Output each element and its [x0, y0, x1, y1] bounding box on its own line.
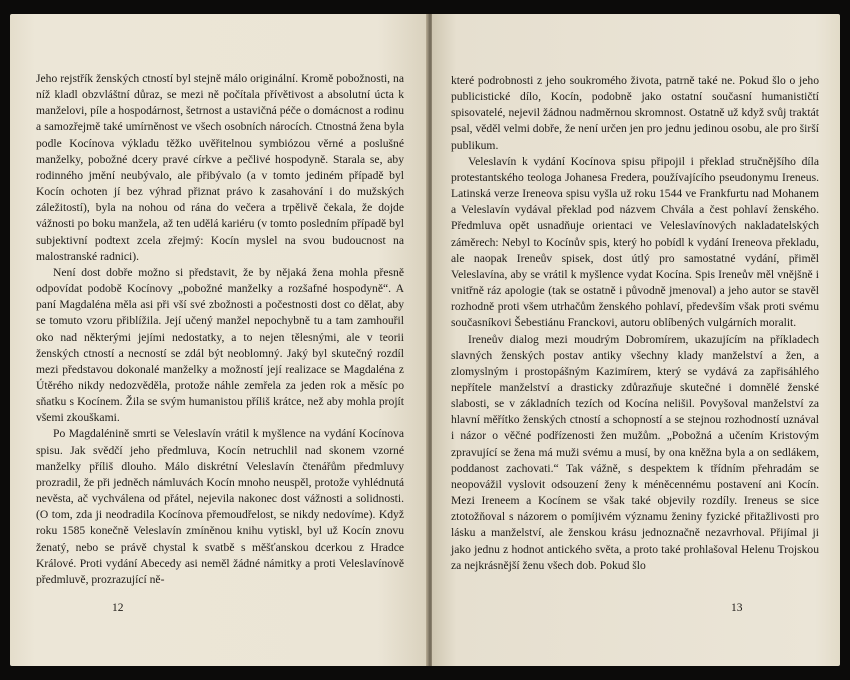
- left-page-text: [36, 71, 404, 588]
- paragraph: Veleslavín k vydání Kocínova spisu připojil i překlad stručnějšího díla protestantského teologa Johanesa Fredera, používajícího pseudonymu Ireneus. Latinská verze Ireneova spisu vyšla už roku 1544 ve Frankfurtu nad Mohanem a Veleslavín vydával překlad pod názvem Chvála a čest pohlaví ženského. Předmluva opět usnadňuje orientaci ve Veleslavínových nakladatelských záměrech: Nebyl to Kocínův spis, který ho pobídl k vydání Ireneova překladu, ale naopak Ireneův spisek, dost útlý pro samostatné vydání, přiměl Veleslavína, aby se vrátil k myšlence vydat Kocína. Spis Ireneův měl vnějšně i vnitřně ráz apologie (tak se ostatně i původně jmenoval) a jeho autor se stavěl rozhodně proti všem utrhačům ženského pohlaví, především však proti svému současníkovi Šebestiánu Franckovi, autoru oblíbených vulgárních moralit.: [451, 154, 819, 330]
- paragraph: které podrobnosti z jeho soukromého života, patrně také ne. Pokud šlo o jeho publicistické dílo, Kocín, podobně jako ostatní současní humanističtí spisovatelé, nejevil žádnou nadměrnou skromnost. Ostatně už když svůj traktát psal, věděl velmi dobře, že není určen jen pro jednu jedinou osobu, ale pro širší publikum.: [451, 74, 819, 152]
- right-page-text: [451, 73, 819, 574]
- paragraph: Jeho rejstřík ženských ctností byl stejně málo originální. Kromě pobožnosti, na níž kladl obzvláštní důraz, se mezi ně počítala přívětivost a absolutní úcta k manželovi, píle a hospodárnost, šetrnost a ustavičná péče o domácnost a rodinu a samozřejmě také umírněnost ve všech osobních nárocích. Ctnostná žena byla podle Kocínova výkladu těžko uvěřitelnou symbiózou věrné a poslušné manželky, pobožné dcery pravé církve a pečlivé hospodyně. Starala se, aby rodinného jmění neubývalo, ale přibývalo (a v tomto jediném případě byl Kocín ochoten jí bez výhrad přiznat právo k zasahování i do mužských záležitostí), byla na nohou od rána do večera a trpělivě čekala, že dojde vážnosti po boku manžela, až ten udělá kariéru (v tomto posledním případě byl subjektivní podtext zcela zřejmý: Kocín myslel na svou budoucnost na malostranské radnici).: [36, 72, 404, 263]
- page-number-left: 12: [112, 602, 124, 614]
- page-number-right: 13: [731, 602, 743, 614]
- left-page: [10, 14, 428, 666]
- paragraph: Není dost dobře možno si představit, že by nějaká žena mohla přesně odpovídat podobě Kocínovy „pobožné manželky a rozšafné hospodyně“. A paní Magdaléna měla asi při vší své zbožnosti a počestnosti dost co dělat, aby se tomuto vzoru přiblížila. Její učený manžel nepochybně tu a tam zamhouřil oko nad některými jejími nedostatky, a to nejen tělesnými, ale v teorii ženských ctností a necností se zdál být neoblomný. Jaký byl skutečný rozdíl mezi představou dokonalé manželky a možností její realizace se Magdaléna z Útěrého nikdy nedozvěděla, protože náhle zemřela za jeden rok a měsíc po sňatku s Kocínem. Žila se svým humanistou příliš krátce, než aby mohla projít všemi zkouškami.: [36, 265, 404, 425]
- paragraph: Po Magdalénině smrti se Veleslavín vrátil k myšlence na vydání Kocínova spisu. Jak svědčí jeho předmluva, Kocín netruchlil nad skonem vzorné manželky příliš dlouho. Málo diskrétní Veleslavín čtenářům předmluvy prozradil, že při jedněch námluvách Kocín mnoho neuspěl, protože vyhlédnutá nevěsta, ač vychválena od přátel, nejevila nakonec dost vážnosti a solidnosti. (O tom, zda ji neodradila Kocínova přemoudřelost, se nikdy nedovíme). Když roku 1585 konečně Veleslavín zmíněnou knihu vytiskl, byl už Kocín znovu ženatý, nebo se právě chystal k svatbě s měšťanskou dcerkou z Hradce Králové. Proti vydání Abecedy asi neměl žádné námitky a proti Veleslavínově předmluvě, prozrazující ně-: [36, 427, 404, 586]
- right-page: [432, 14, 840, 666]
- paragraph: Ireneův dialog mezi moudrým Dobromírem, ukazujícím na příkladech slavných ženských postav antiky všechny klady manželství a žen, a zlomyslným i prostopášným Kazimírem, který se vydává za zapřisáhlého nepřítele manželství a drasticky zdůrazňuje skutečné i domnělé ženské slabosti, se v základních tezích od Kocína nelišil. Povyšoval manželství za hlavní měřítko ženských ctností a schopností a se stejnou rozhodností uznával i názor o věčné podřízenosti žen mužům. „Pobožná a učením Kristovým zpravující se žena má muži svému a musí, by ona kněžna byla a on sedlákem, poddanost zachovati.“ Tak vážně, s despektem k třídním přehradám se neopovážil vyslovit odsouzení ženy k méněcennému postavení ani Kocín. Mezi Ireneem a Kocínem se však také objevily rozdíly. Ireneus se sice ztotožňoval s názorem o pomíjivém významu ženiny fyzické přitažlivosti pro lásku a manželství, ale ženskou krásu jednoznačně nezavrhoval. Přijímal ji jako jednu z hodnot antického světa, a proto také prohlašoval Helenu Trojskou za nejkrásnější ženu všech dob. Pokud šlo: [451, 332, 819, 572]
